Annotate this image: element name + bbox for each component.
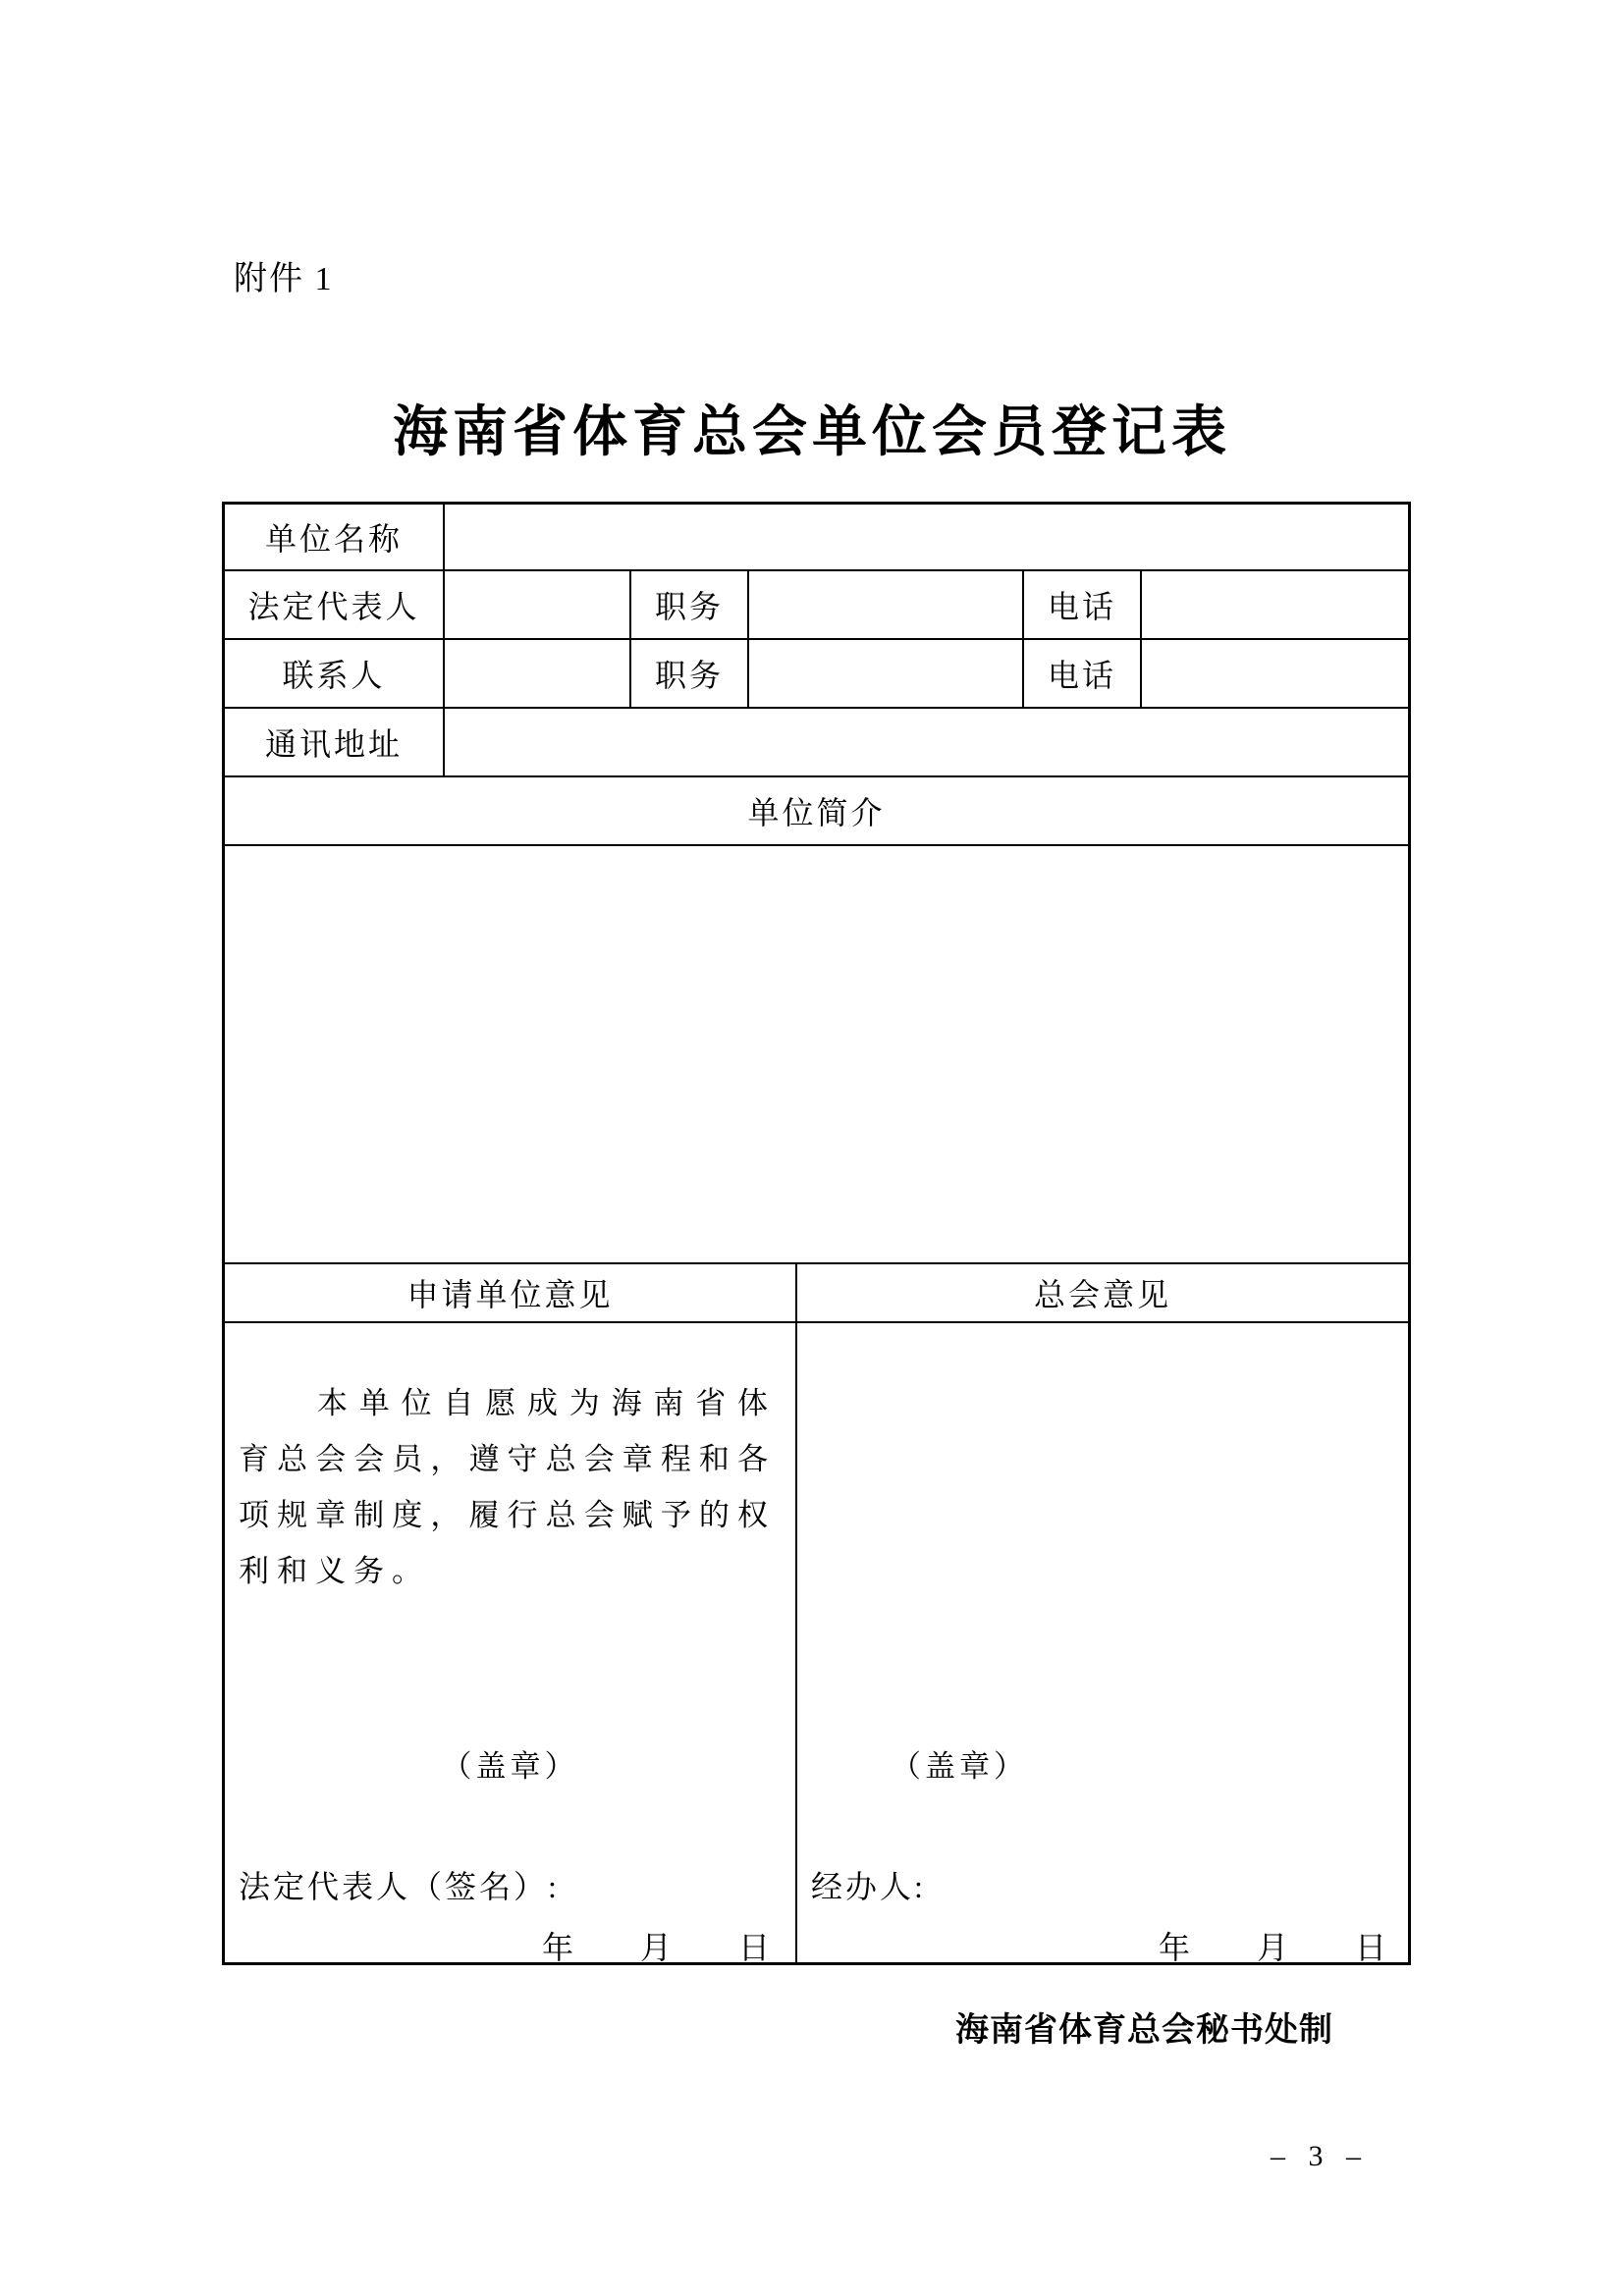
- legal-rep-phone-input-cell[interactable]: [1142, 571, 1408, 640]
- legal-rep-input-cell[interactable]: [445, 571, 631, 640]
- contact-phone-input-cell[interactable]: [1142, 640, 1408, 709]
- contact-label: 联系人: [225, 640, 445, 709]
- federation-seal-label: （盖章）: [891, 1749, 1028, 1784]
- footer-note: 海南省体育总会秘书处制: [955, 2012, 1333, 2049]
- attachment-label: 附件 1: [234, 261, 334, 297]
- intro-content-cell[interactable]: [225, 846, 1408, 1264]
- unit-name-input-cell[interactable]: [445, 505, 1408, 571]
- year-label: 年: [1158, 1930, 1190, 1965]
- page-number: – 3 –: [1271, 2140, 1361, 2172]
- applicant-seal-label: （盖章）: [441, 1749, 579, 1784]
- contact-input-cell[interactable]: [445, 640, 631, 709]
- year-label: 年: [541, 1930, 573, 1965]
- opinion-bodies: [225, 1323, 1408, 1965]
- opinion-headers: [225, 1264, 1408, 1323]
- applicant-opinion-cell: [225, 1323, 797, 1965]
- contact-phone-label: 电话: [1024, 640, 1142, 709]
- address-input-cell[interactable]: [445, 709, 1408, 777]
- contact-position-label: 职务: [631, 640, 749, 709]
- month-label: 月: [639, 1930, 672, 1965]
- day-label: 日: [737, 1930, 770, 1965]
- page-title: 海南省体育总会单位会员登记表: [393, 402, 1231, 463]
- info-grid: [225, 505, 1408, 846]
- month-label: 月: [1256, 1930, 1288, 1965]
- contact-position-input-cell[interactable]: [749, 640, 1024, 709]
- applicant-opinion-header: 申请单位意见: [225, 1264, 797, 1321]
- legal-rep-position-label: 职务: [631, 571, 749, 640]
- legal-rep-phone-label: 电话: [1024, 571, 1142, 640]
- federation-opinion-header: 总会意见: [1033, 1277, 1171, 1312]
- legal-rep-position-input-cell[interactable]: [749, 571, 1024, 640]
- day-label: 日: [1354, 1930, 1386, 1965]
- handler-label: 经办人:: [811, 1869, 926, 1904]
- address-label: 通讯地址: [225, 709, 445, 777]
- registration-form-table: [222, 502, 1411, 1965]
- federation-date-line: [1159, 1923, 1386, 1968]
- applicant-statement: 本单位自愿成为海南省体育总会会员，遵守总会章程和各项规章制度，履行总会赋予的权利和义务。: [239, 1386, 776, 1588]
- unit-name-label: 单位名称: [225, 505, 445, 571]
- legal-rep-label: 法定代表人: [225, 571, 445, 640]
- federation-opinion-cell: [797, 1323, 1408, 1965]
- applicant-date-line: [542, 1923, 770, 1968]
- legal-rep-signature-label: 法定代表人（签名）:: [239, 1869, 560, 1904]
- intro-header: 单位简介: [225, 777, 1408, 846]
